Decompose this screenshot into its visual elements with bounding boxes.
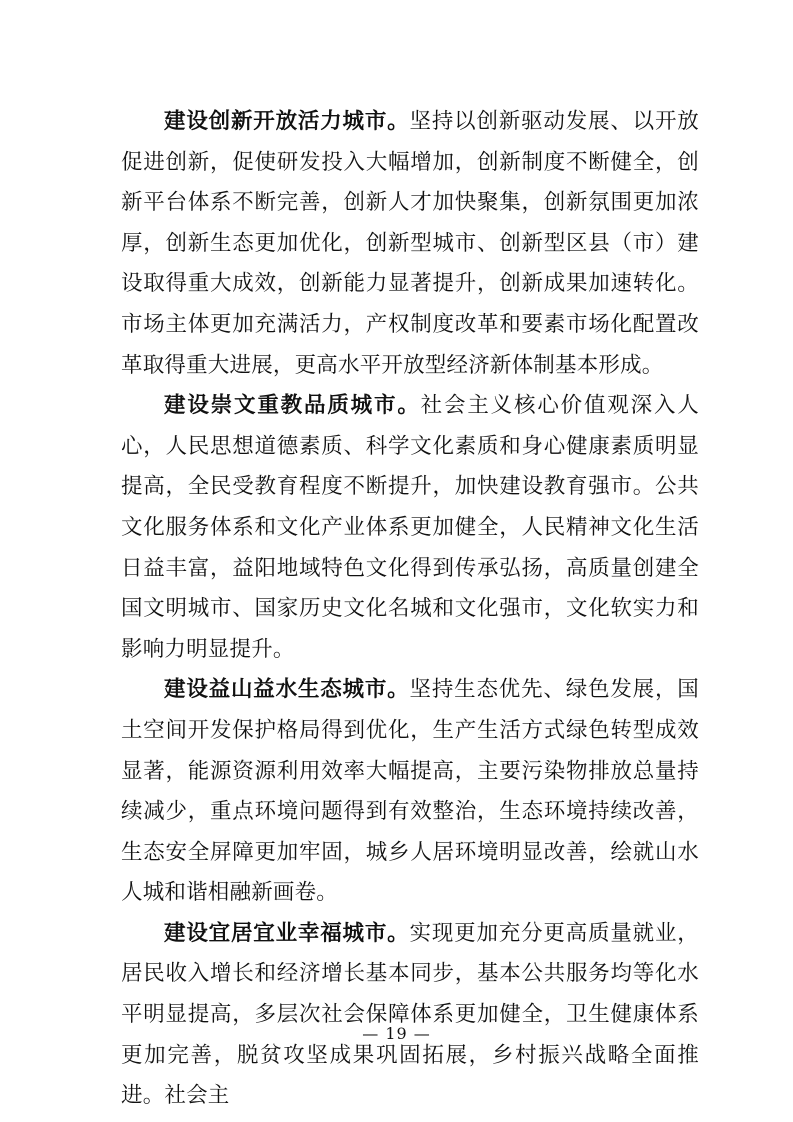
paragraph-culture-city (121, 386, 699, 670)
paragraph-heading: 建设创新开放活力城市。 (164, 109, 410, 134)
page-number: — 19 — (362, 1024, 431, 1043)
body-text (121, 102, 699, 1117)
paragraph-heading: 建设崇文重教品质城市。 (164, 393, 421, 419)
paragraph-innovation-city (121, 102, 699, 386)
paragraph-body: 实现更加充分更高质量就业，居民收入增长和经济增长基本同步，基本公共服务均等化水平明显提高，多层次社会保障体系更加健全，卫生健康体系更加完善，脱贫攻坚成果巩固拓展，乡村振兴战略全面推进。社会主 (121, 920, 700, 1109)
paragraph-ecology-city (121, 670, 699, 914)
paragraph-livable-city (121, 914, 699, 1117)
paragraph-heading: 建设宜居宜业幸福城市。 (164, 920, 410, 946)
paragraph-body: 坚持生态优先、绿色发展，国土空间开发保护格局得到优化，生产生活方式绿色转型成效显著，能源资源利用效率大幅提高，主要污染物排放总量持续减少，重点环境问题得到有效整治，生态环境持续改善，生态安全屏障更加牢固，城乡人居环境明显改善，绘就山水人城和谐相融新画卷。 (121, 677, 700, 906)
paragraph-body: 坚持以创新驱动发展、以开放促进创新，促使研发投入大幅增加，创新制度不断健全，创新平台体系不断完善，创新人才加快聚集，创新氛围更加浓厚，创新生态更加优化，创新型城市、创新型区县（市）建设取得重大成效，创新能力显著提升，创新成果加速转化。市场主体更加充满活力，产权制度改革和要素市场化配置改革取得重大进展，更高水平开放型经济新体制基本形成。 (121, 109, 700, 378)
paragraph-heading: 建设益山益水生态城市。 (164, 677, 410, 703)
paragraph-body: 社会主义核心价值观深入人心，人民思想道德素质、科学文化素质和身心健康素质明显提高，全民受教育程度不断提升，加快建设教育强市。公共文化服务体系和文化产业体系更加健全，人民精神文化生活日益丰富，益阳地域特色文化得到传承弘扬，高质量创建全国文明城市、国家历史文化名城和文化强市，文化软实力和影响力明显提升。 (121, 393, 700, 662)
